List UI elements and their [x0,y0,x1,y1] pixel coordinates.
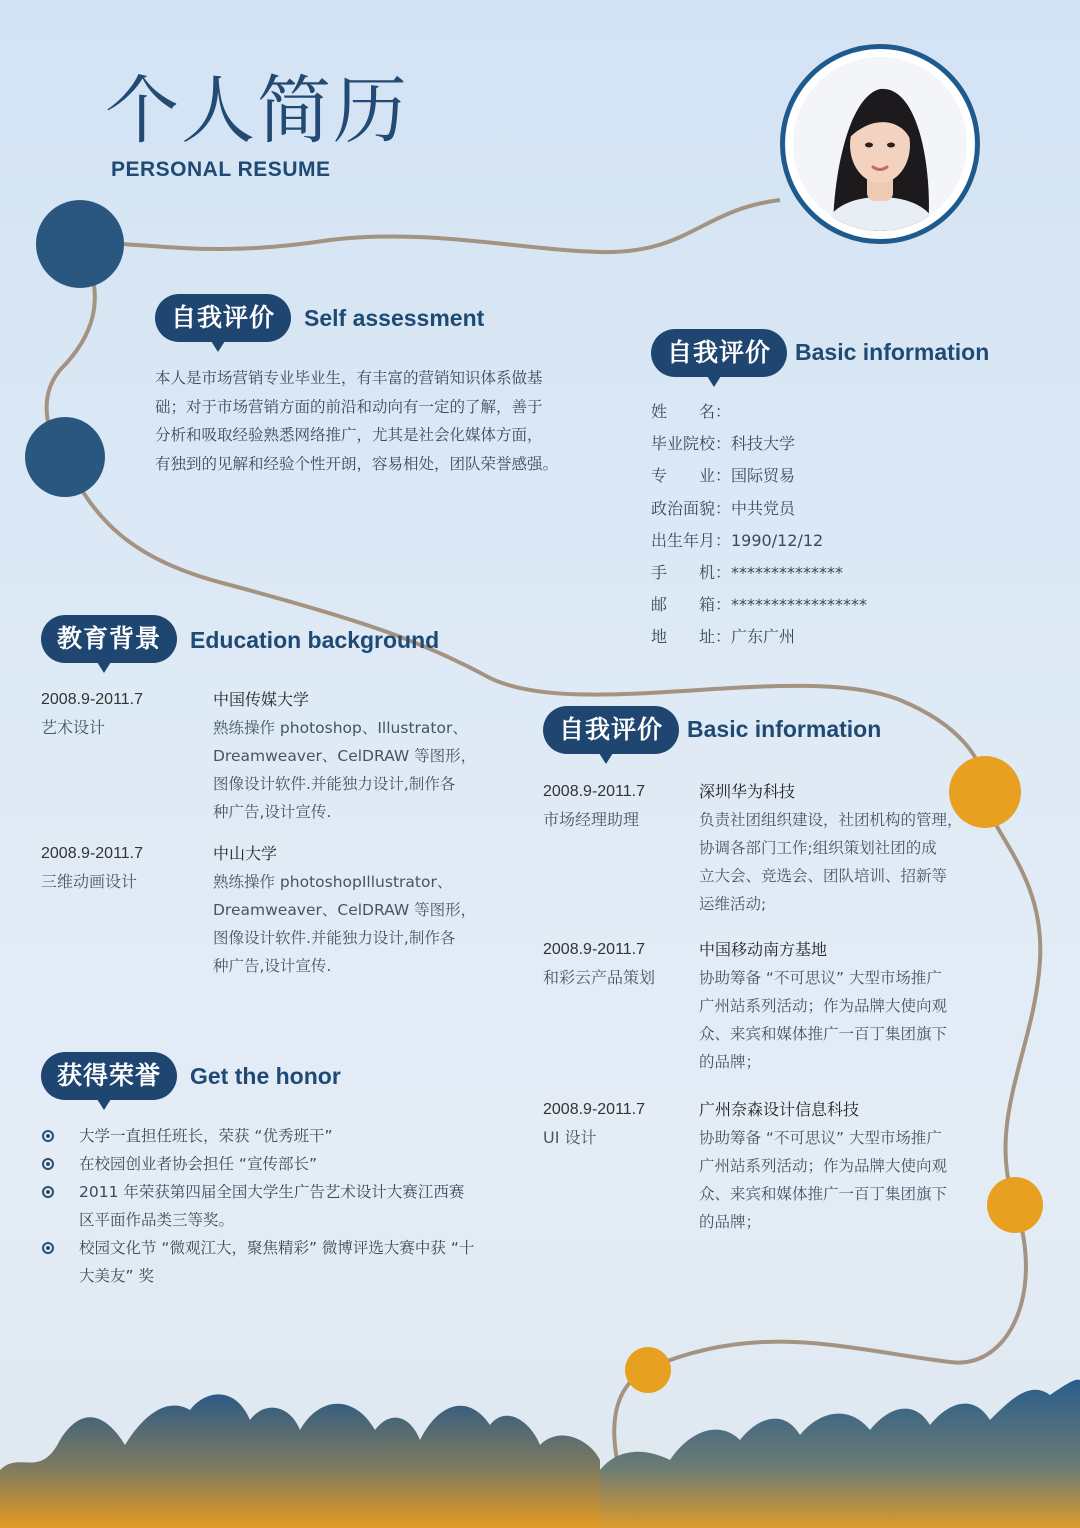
text-line: 广州站系列活动；作为品牌大使向观 [699,997,948,1015]
text-line: 校园文化节 “微观江大，聚焦精彩” 微博评选大赛中获 “十 [79,1239,475,1257]
entry-company: 中国移动南方基地 [699,940,828,959]
text-line: 协助筹备 “不可思议” 大型市场推广 [699,969,942,987]
deco-circle-navy [25,417,105,497]
text-line: Dreamweaver、CelDRAW 等图形， [213,901,477,919]
self-assessment-text [155,364,575,478]
text-line: 负责社团组织建设，社团机构的管理， [699,811,963,829]
entry-date: 2008.9-2011.7 [543,783,646,800]
entry-school: 中山大学 [213,844,278,863]
page-subtitle: PERSONAL RESUME [111,158,331,181]
text-line: 图像设计软件.并能独力设计,制作各 [213,929,456,947]
text-line: 图像设计软件.并能独力设计,制作各 [213,775,456,793]
deco-circle-orange [625,1347,671,1393]
entry-date: 2008.9-2011.7 [41,845,144,862]
entry-date: 2008.9-2011.7 [543,941,646,958]
education-entry [41,840,143,896]
honors-heading: Get the honor [190,1063,341,1089]
text-line: 大学一直担任班长，荣获 “优秀班干” [79,1127,333,1145]
profile-photo [780,44,980,244]
basic-info-heading-badge: 自我评价 [651,329,787,377]
basic-info-heading: Basic information [795,339,990,365]
text-line: 种广告,设计宣传. [213,803,332,821]
education-heading-badge: 教育背景 [41,615,177,663]
self-assessment-heading-badge: 自我评价 [155,294,291,342]
avatar [793,57,967,231]
mountain-range [0,1394,600,1528]
honor-item [79,1178,509,1234]
entry-major: 艺术设计 [41,718,106,737]
basic-info-list [651,396,867,654]
entry-date: 2008.9-2011.7 [41,691,144,708]
info-row-school: 毕业院校：科技大学 [651,434,796,454]
text-line: 协调各部门工作;组织策划社团的成 [699,839,937,857]
experience-heading-badge: 自我评价 [543,706,679,754]
info-row-birth: 出生年月：1990/12/12 [651,530,824,550]
honor-item [79,1234,509,1290]
entry-role: 和彩云产品策划 [543,968,656,987]
text-line: 熟练操作 photoshopIllustrator、 [213,873,453,891]
entry-company: 广州奈森设计信息科技 [699,1100,860,1119]
text-line: 立大会、竞选会、团队培训、招新等 [699,867,948,885]
text-line: 分析和吸取经验熟悉网络推广，尤其是社会化媒体方面， [155,426,543,444]
bullet-icon [42,1158,54,1170]
text-line: 协助筹备 “不可思议” 大型市场推广 [699,1129,942,1147]
entry-date: 2008.9-2011.7 [543,1101,646,1118]
text-line: 的品牌； [699,1213,762,1231]
experience-detail [699,1096,974,1236]
entry-school: 中国传媒大学 [213,690,310,709]
experience-heading: Basic information [687,716,882,742]
text-line: 大美友” 奖 [79,1267,154,1285]
education-entry [41,686,143,742]
experience-entry [543,778,645,834]
experience-detail [699,778,974,918]
info-row-phone: 手 机：************** [651,563,843,583]
text-line: 众、来宾和媒体推广一百丁集团旗下 [699,1185,948,1203]
info-row-email: 邮 箱：***************** [651,595,867,615]
info-row-name: 姓 名： [651,402,732,421]
deco-circle-navy [36,200,124,288]
text-line: 在校园创业者协会担任 “宣传部长” [79,1155,317,1173]
mountain-range [600,1380,1080,1528]
experience-entry [543,936,655,992]
text-line: 本人是市场营销专业毕业生，有丰富的营销知识体系做基 [155,369,543,387]
experience-detail [699,936,974,1076]
bullet-icon [42,1186,54,1198]
honor-item [79,1150,509,1178]
text-line: 2011 年荣获第四届全国大学生广告艺术设计大赛江西赛 [79,1183,465,1201]
text-line: 种广告,设计宣传. [213,957,332,975]
self-assessment-heading: Self assessment [304,305,485,331]
winding-path [80,200,780,252]
info-row-address: 地 址：广东广州 [651,627,796,647]
text-line: 的品牌； [699,1053,762,1071]
education-heading: Education background [190,627,440,653]
text-line: 有独到的见解和经验个性开朗，容易相处，团队荣誉感强。 [155,454,559,473]
entry-role: 市场经理助理 [543,810,640,829]
text-line: 础；对于市场营销方面的前沿和动向有一定的了解，善于 [155,397,543,416]
entry-major: 三维动画设计 [41,872,138,891]
education-detail [213,686,503,826]
text-line: 运维活动; [699,895,767,913]
honors-heading-badge: 获得荣誉 [41,1052,177,1100]
text-line: 熟练操作 photoshop、Illustrator、 [213,719,468,737]
info-row-major: 专 业：国际贸易 [651,466,796,486]
honor-item [79,1122,509,1150]
entry-role: UI 设计 [543,1128,597,1147]
text-line: 众、来宾和媒体推广一百丁集团旗下 [699,1025,948,1043]
text-line: 区平面作品类三等奖。 [79,1211,235,1229]
experience-entry [543,1096,645,1152]
deco-circle-orange [987,1177,1043,1233]
entry-company: 深圳华为科技 [699,782,796,801]
page-title: 个人简历 [105,68,409,154]
bullet-icon [42,1130,54,1142]
text-line: 广州站系列活动；作为品牌大使向观 [699,1157,948,1175]
education-detail [213,840,503,980]
text-line: Dreamweaver、CelDRAW 等图形， [213,747,477,765]
bullet-icon [42,1242,54,1254]
info-row-political: 政治面貌：中共党员 [651,498,796,518]
